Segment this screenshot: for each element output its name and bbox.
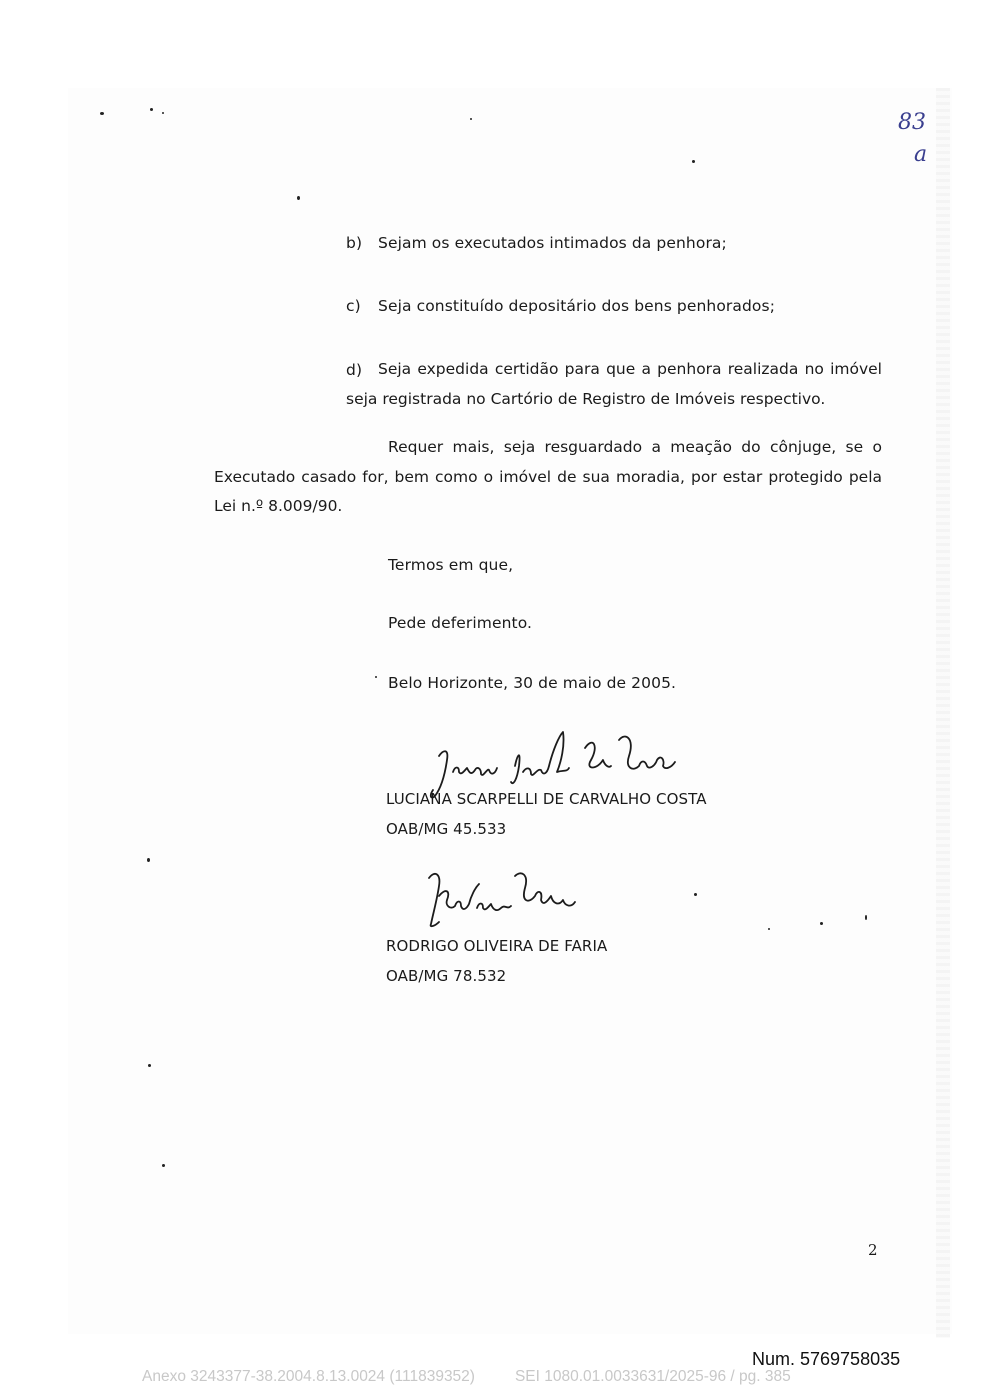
signatory-2-name: RODRIGO OLIVEIRA DE FARIA	[386, 937, 608, 955]
page-annotation-number: 83	[898, 110, 926, 135]
scan-speck	[162, 1164, 165, 1167]
signatory-2-oab: OAB/MG 78.532	[386, 967, 507, 985]
item-d-letter: d)	[346, 361, 363, 379]
item-d-text	[346, 355, 882, 414]
footer-annex-line	[142, 1368, 791, 1386]
scan-speck	[375, 676, 377, 678]
scan-speck	[692, 160, 695, 163]
request-line-3: Lei n.º 8.009/90.	[214, 497, 343, 515]
request-line-1: Requer mais, seja resguardado a meação do cônjuge, se o	[388, 438, 882, 456]
scan-speck	[865, 915, 867, 920]
item-c-text: Seja constituído depositário dos bens penhorados;	[378, 297, 776, 315]
page-number: 2	[868, 1241, 878, 1259]
scan-speck	[768, 928, 770, 930]
request-line-2: Executado casado for, bem como o imóvel de sua moradia, por estar protegido pela	[214, 467, 882, 486]
item-b-letter: b)	[346, 234, 363, 252]
scan-speck	[162, 112, 164, 114]
footer-sei: SEI 1080.01.0033631/2025-96 / pg. 385	[514, 1368, 791, 1385]
scan-speck	[150, 108, 153, 111]
scan-speck	[100, 112, 104, 115]
scan-speck	[820, 922, 823, 925]
scan-speck	[148, 1064, 151, 1067]
closing-terms: Termos em que,	[388, 556, 514, 574]
scan-speck	[470, 118, 472, 120]
page-annotation-sub: a	[914, 142, 928, 167]
signatory-1-oab: OAB/MG 45.533	[386, 820, 507, 838]
scan-edge	[936, 88, 950, 1338]
signature-rodrigo	[425, 866, 585, 930]
scan-speck	[147, 858, 150, 862]
footer-document-number: Num. 5769758035	[752, 1349, 901, 1369]
item-b-text: Sejam os executados intimados da penhora;	[378, 234, 727, 252]
closing-place-date: Belo Horizonte, 30 de maio de 2005.	[388, 674, 677, 692]
signatory-1-name: LUCIANA SCARPELLI DE CARVALHO COSTA	[386, 790, 707, 808]
item-d-line-2: seja registrada no Cartório de Registro de Imóveis respectivo.	[346, 389, 826, 408]
footer-annex: Anexo 3243377-38.2004.8.13.0024 (111839352)	[142, 1368, 475, 1385]
item-c-letter: c)	[346, 297, 361, 315]
request-paragraph	[214, 433, 882, 522]
scan-speck	[694, 893, 697, 896]
item-d-line-1: Seja expedida certidão para que a penhora realizada no imóvel	[378, 360, 882, 378]
scan-speck	[297, 196, 300, 200]
closing-request: Pede deferimento.	[388, 614, 533, 632]
document-page	[68, 88, 952, 1334]
